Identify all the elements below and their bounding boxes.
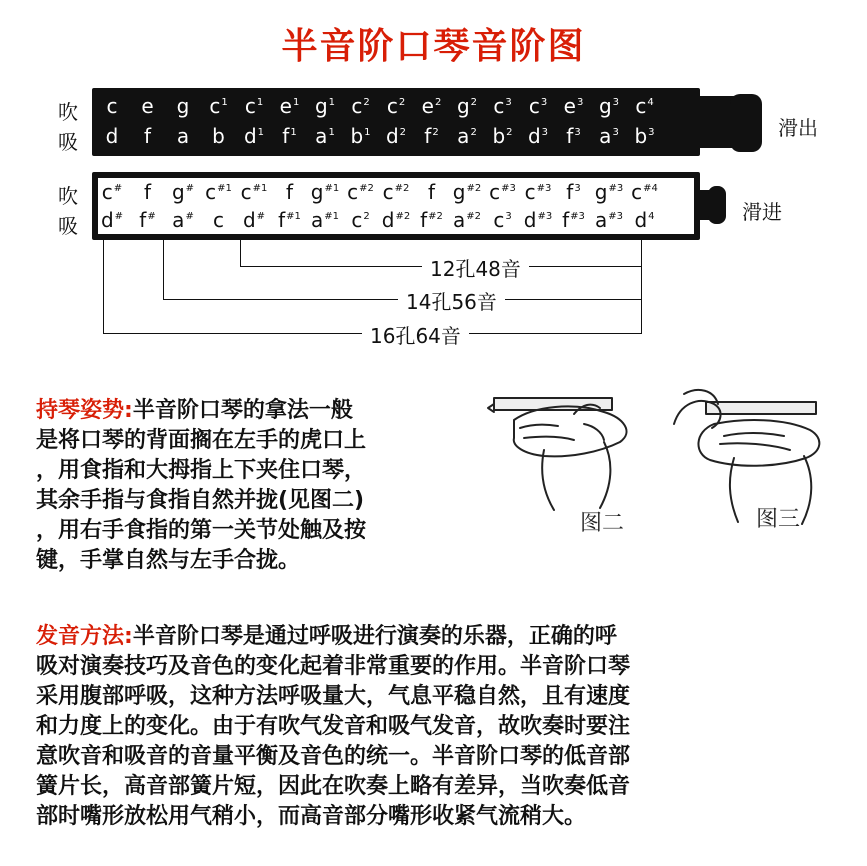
holding-line-5: ，用右手食指的第一关节处触及按 — [36, 518, 367, 543]
note-letter: a — [452, 208, 466, 232]
note-superscript: 3 — [574, 183, 581, 195]
note-letter: c — [205, 180, 217, 204]
harmonica_bottom-blow-note — [523, 180, 553, 204]
harmonica_bottom-draw-note — [452, 208, 482, 232]
note-superscript: 2 — [398, 97, 406, 109]
note-superscript: 1 — [328, 97, 336, 109]
harmonica_bottom-draw-note — [417, 208, 447, 232]
note-superscript: #3 — [608, 211, 623, 223]
note-letter: f — [143, 124, 152, 148]
harmonica_bottom-draw-note — [523, 208, 553, 232]
note-superscript: #3 — [608, 183, 624, 195]
note-letter: d — [381, 208, 395, 232]
note-letter: b — [492, 124, 506, 148]
note-superscript: # — [256, 211, 266, 223]
note-letter: g — [594, 180, 608, 204]
note-superscript: #3 — [501, 183, 516, 195]
note-superscript: #3 — [570, 211, 585, 223]
hand-illustration — [484, 384, 854, 554]
harmonica_bottom-draw-note — [239, 208, 269, 232]
note-letter: c — [386, 94, 398, 118]
note-letter: g — [456, 94, 470, 118]
sound-line-5: 意吹音和吸音的音量平衡及音色的统一。半音阶口琴的低音部 — [36, 744, 631, 769]
harmonica_bottom-draw-note — [488, 208, 518, 232]
note-letter: f — [427, 180, 436, 204]
harmonica_top-blow-note — [630, 94, 660, 118]
note-letter: c — [493, 94, 505, 118]
bottom-blow-label: 吹 — [58, 184, 78, 208]
note-letter: b — [634, 124, 648, 148]
note-letter: a — [594, 208, 608, 232]
note-letter: c — [244, 94, 256, 118]
slide-knob-out — [730, 94, 762, 152]
harmonica_bottom-blow-note — [168, 180, 198, 204]
note-letter: c — [351, 208, 363, 232]
note-letter: c — [493, 208, 505, 232]
harmonica_top-blow-note — [310, 94, 340, 118]
holding-line-6: 键，手掌自然与左手合拢。 — [36, 548, 301, 573]
sound-line-4: 和力度上的变化。由于有吹气发音和吸气发音，故吹奏时要注 — [36, 714, 631, 739]
note-letter: f — [562, 208, 570, 232]
note-letter: d — [243, 124, 257, 148]
note-letter: f — [282, 124, 290, 148]
note-letter: b — [350, 124, 364, 148]
sound-paragraph — [36, 622, 836, 832]
note-superscript: #1 — [324, 183, 340, 195]
harmonica_top-draw-note — [346, 124, 376, 148]
harmonica_top-draw-note — [630, 124, 660, 148]
sound-heading: 发音方法: — [36, 624, 133, 649]
note-superscript: #3 — [536, 183, 552, 195]
harmonica_top-blow-note — [275, 94, 305, 118]
note-superscript: #2 — [466, 183, 482, 195]
harmonica_top-blow-note — [346, 94, 376, 118]
note-letter: c — [528, 94, 540, 118]
harmonica_bottom-blow-note — [630, 180, 660, 204]
note-superscript: #2 — [394, 183, 410, 195]
harmonica_top-blow-note — [97, 94, 127, 118]
harmonica_bottom-blow-note — [310, 180, 340, 204]
note-letter: f — [285, 180, 294, 204]
note-superscript: 4 — [648, 211, 655, 223]
note-letter: f — [566, 124, 574, 148]
harmonica_top-blow-note — [204, 94, 234, 118]
note-superscript: #1 — [286, 211, 301, 223]
harmonica_bottom-blow-note — [417, 180, 447, 204]
range-16-right-line — [641, 240, 642, 334]
note-letter: d — [100, 208, 114, 232]
sound-line-3: 采用腹部呼吸，这种方法呼吸量大，气息平稳自然，且有速度 — [36, 684, 631, 709]
note-superscript: #2 — [428, 211, 443, 223]
note-superscript: 1 — [364, 127, 371, 139]
harmonica_top-blow-note — [168, 94, 198, 118]
note-letter: g — [598, 94, 612, 118]
note-letter: c — [106, 94, 118, 118]
holding-line-1: 半音阶口琴的拿法一般 — [132, 398, 353, 423]
note-letter: f — [424, 124, 432, 148]
note-superscript: 3 — [541, 127, 549, 139]
harmonica_bottom-draw-note — [346, 208, 376, 232]
note-letter: g — [314, 94, 328, 118]
range-16-label: 16孔64音 — [362, 320, 469, 349]
harmonica_top-blow-note — [133, 94, 163, 118]
note-superscript: #3 — [537, 211, 553, 223]
note-superscript: # — [113, 183, 123, 195]
note-superscript: #2 — [359, 183, 374, 195]
note-superscript: #1 — [217, 183, 232, 195]
note-superscript: 3 — [612, 97, 620, 109]
note-superscript: 2 — [434, 97, 442, 109]
note-letter: a — [457, 124, 470, 148]
harmonica_top-draw-note — [559, 124, 589, 148]
note-letter: e — [141, 94, 154, 118]
bottom-draw-label: 吸 — [58, 214, 78, 238]
harmonica_top-blow-note — [381, 94, 411, 118]
note-letter: d — [242, 208, 256, 232]
harmonica_top-blow-note — [523, 94, 553, 118]
harmonica_top-draw-note — [310, 124, 340, 148]
harmonica_bottom-blow-note — [97, 180, 127, 204]
harmonica_top-draw-note — [204, 124, 234, 148]
note-letter: b — [212, 124, 225, 148]
note-superscript: #2 — [466, 211, 481, 223]
note-superscript: 1 — [221, 97, 228, 109]
note-superscript: #1 — [252, 183, 268, 195]
note-letter: c — [489, 180, 501, 204]
note-letter: g — [310, 180, 324, 204]
note-letter: a — [172, 208, 185, 232]
note-letter: d — [105, 124, 119, 148]
note-superscript: 2 — [432, 127, 439, 139]
note-superscript: 2 — [506, 127, 513, 139]
harmonica_top-draw-note — [239, 124, 269, 148]
harmonica_bottom-draw-note — [168, 208, 198, 232]
harmonica_top-blow-note — [417, 94, 447, 118]
note-letter: d — [385, 124, 399, 148]
note-superscript: # — [185, 211, 194, 223]
holding-line-4: 其余手指与食指自然并拢(见图二) — [36, 488, 365, 513]
note-letter: c — [101, 180, 113, 204]
note-superscript: 2 — [470, 127, 477, 139]
note-letter: c — [524, 180, 536, 204]
harmonica_bottom-blow-note — [488, 180, 518, 204]
note-letter: c — [635, 94, 647, 118]
note-letter: a — [599, 124, 612, 148]
note-letter: e — [563, 94, 576, 118]
range-14-left-line — [163, 240, 164, 300]
slide-knob-in — [708, 186, 726, 224]
note-letter: f — [566, 180, 574, 204]
note-superscript: 3 — [505, 211, 512, 223]
harmonica_top-draw-note — [523, 124, 553, 148]
harmonica_bottom-draw-note — [204, 208, 234, 232]
note-superscript: #1 — [324, 211, 339, 223]
note-letter: c — [209, 94, 221, 118]
note-superscript: # — [185, 183, 195, 195]
note-superscript: # — [147, 211, 156, 223]
note-superscript: 3 — [576, 97, 584, 109]
note-letter: c — [351, 94, 363, 118]
note-letter: e — [421, 94, 434, 118]
harmonica_bottom-draw-note — [310, 208, 340, 232]
harmonica_bottom-blow-note — [381, 180, 411, 204]
holding-line-3: ，用食指和大拇指上下夹住口琴， — [36, 458, 367, 483]
figure-two-label: 图二 — [580, 511, 625, 536]
note-superscript: #2 — [395, 211, 411, 223]
sound-line-2: 吸对演奏技巧及音色的变化起着非常重要的作用。半音阶口琴 — [36, 654, 631, 679]
note-letter: d — [527, 124, 541, 148]
range-12-left-line — [240, 240, 241, 267]
harmonica_bottom-draw-note — [275, 208, 305, 232]
harmonica_bottom-draw-note — [594, 208, 624, 232]
harmonica_bottom-blow-note — [452, 180, 482, 204]
note-letter: a — [310, 208, 324, 232]
harmonica_bottom-blow-note — [275, 180, 305, 204]
harmonica_top-draw-note — [594, 124, 624, 148]
harmonica_bottom-blow-note — [559, 180, 589, 204]
note-superscript: 1 — [328, 127, 335, 139]
holding-line-2: 是将口琴的背面搁在左手的虎口上 — [36, 428, 367, 453]
note-superscript: # — [114, 211, 124, 223]
note-superscript: 2 — [399, 127, 407, 139]
harmonica_bottom-draw-note — [133, 208, 163, 232]
harmonica_top-draw-note — [168, 124, 198, 148]
note-letter: f — [143, 180, 152, 204]
note-superscript: 3 — [612, 127, 619, 139]
note-superscript: 2 — [470, 97, 478, 109]
range-16-left-line — [103, 240, 104, 334]
page-title: 半音阶口琴音阶图 — [281, 26, 586, 67]
holding-paragraph — [36, 396, 476, 576]
range-12-label: 12孔48音 — [422, 253, 529, 282]
harmonica_bottom-blow-note — [594, 180, 624, 204]
note-letter: f — [420, 208, 428, 232]
sound-line-1: 半音阶口琴是通过呼吸进行演奏的乐器，正确的呼 — [132, 624, 617, 649]
top-draw-label: 吸 — [58, 130, 78, 154]
harmonica_bottom-blow-note — [133, 180, 163, 204]
note-superscript: 1 — [290, 127, 297, 139]
note-letter: c — [240, 180, 252, 204]
note-superscript: 4 — [647, 97, 654, 109]
harmonica_top-draw-note — [452, 124, 482, 148]
top-side-label: 滑出 — [778, 116, 818, 140]
harmonica_bottom-blow-note — [204, 180, 234, 204]
harmonica_top-draw-note — [275, 124, 305, 148]
harmonica_top-draw-note — [488, 124, 518, 148]
harmonica_top-draw-note — [133, 124, 163, 148]
note-letter: c — [347, 180, 359, 204]
harmonica_bottom-draw-note — [97, 208, 127, 232]
harmonica_bottom-draw-note — [630, 208, 660, 232]
note-superscript: 3 — [505, 97, 512, 109]
figure-two-hands — [488, 398, 627, 510]
note-letter: f — [139, 208, 147, 232]
top-blow-label: 吹 — [58, 100, 78, 124]
note-superscript: #4 — [643, 183, 658, 195]
figure-three-hands — [674, 390, 819, 524]
sound-line-7: 部时嘴形放松用气稍小，而高音部分嘴形收紧气流稍大。 — [36, 804, 587, 829]
harmonica_top-draw-note — [417, 124, 447, 148]
note-letter: f — [278, 208, 286, 232]
sound-line-6: 簧片长，高音部簧片短，因此在吹奏上略有差异，当吹奏低音 — [36, 774, 631, 799]
harmonica_top-draw-note — [97, 124, 127, 148]
note-letter: g — [171, 180, 185, 204]
harmonica_top-blow-note — [594, 94, 624, 118]
note-superscript: 2 — [363, 211, 370, 223]
note-letter: c — [382, 180, 394, 204]
note-letter: a — [176, 124, 190, 148]
note-letter: e — [279, 94, 292, 118]
range-14-label: 14孔56音 — [398, 286, 505, 315]
note-superscript: 3 — [574, 127, 581, 139]
harmonica_top-blow-note — [452, 94, 482, 118]
figure-three-label: 图三 — [756, 507, 801, 532]
harmonica_top-blow-note — [239, 94, 269, 118]
note-letter: g — [176, 94, 190, 118]
note-superscript: 1 — [257, 127, 265, 139]
harmonica_top-blow-note — [559, 94, 589, 118]
note-superscript: 2 — [363, 97, 370, 109]
harmonica_top-draw-note — [381, 124, 411, 148]
harmonica_top-blow-note — [488, 94, 518, 118]
harmonica_bottom-draw-note — [559, 208, 589, 232]
harmonica_bottom-blow-note — [346, 180, 376, 204]
note-superscript: 1 — [256, 97, 264, 109]
note-letter: a — [315, 124, 328, 148]
note-superscript: 3 — [540, 97, 548, 109]
bottom-side-label: 滑进 — [742, 200, 782, 224]
note-letter: c — [631, 180, 643, 204]
note-letter: d — [634, 208, 648, 232]
holding-heading: 持琴姿势: — [36, 398, 133, 423]
note-superscript: 3 — [648, 127, 655, 139]
harmonica_bottom-draw-note — [381, 208, 411, 232]
note-letter: g — [452, 180, 466, 204]
note-letter: d — [523, 208, 537, 232]
note-letter: c — [213, 208, 224, 232]
note-superscript: 1 — [292, 97, 300, 109]
harmonica_bottom-blow-note — [239, 180, 269, 204]
